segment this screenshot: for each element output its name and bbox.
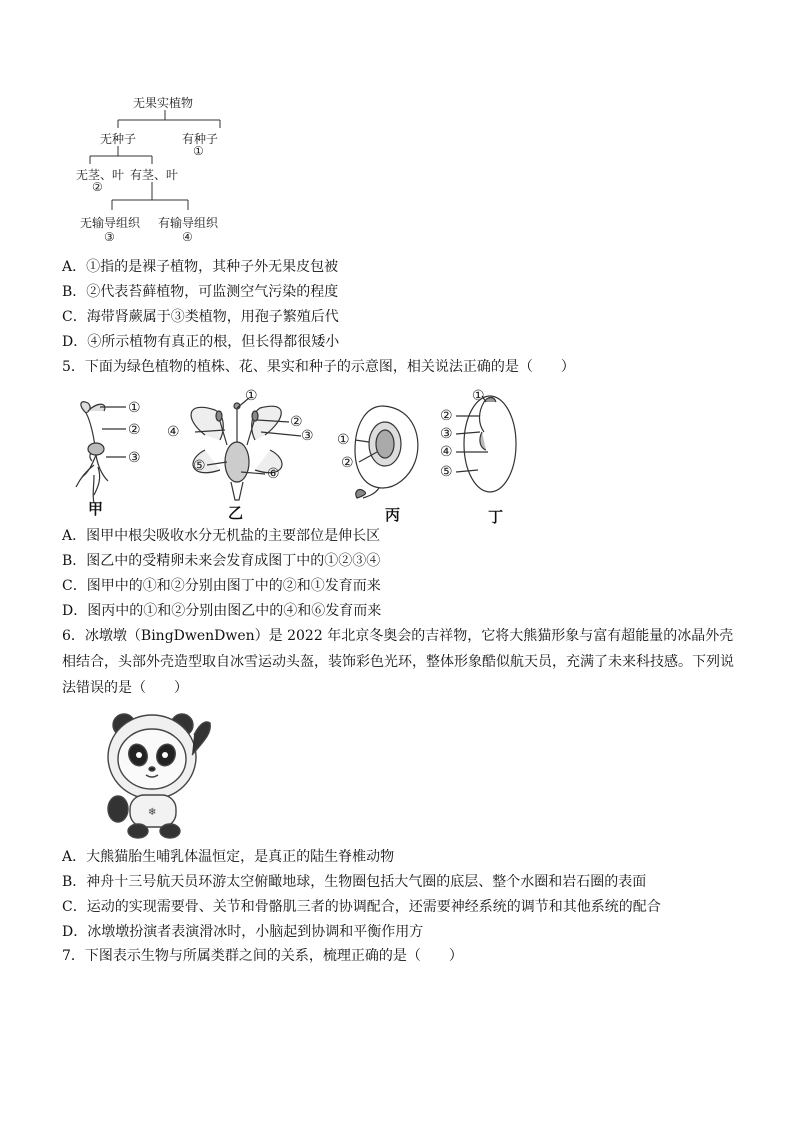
svg-text:❄: ❄ (148, 807, 157, 818)
yi-mark-5: ⑤ (193, 458, 206, 474)
jia-mark-1: ① (128, 400, 141, 416)
ding-mark-1: ① (472, 388, 485, 404)
bing-mark-1: ① (337, 432, 350, 448)
q5-option-a: A．图甲中根尖吸收水分无机盐的主要部位是伸长区 (62, 528, 381, 544)
q6-stem: 6．冰墩墩（BingDwenDwen）是 2022 年北京冬奥会的吉祥物，它将大熊猫形象与富有超能量的冰晶外壳相结合，头部外壳造型取自冰雪运动头盔，装饰彩色光环，整体形象酷似航天员，充满了未来科技感。下列说法错误的是（ ） (62, 628, 734, 696)
q4-option-d: D．④所示植物有真正的根，但长得都很矮小 (62, 334, 340, 350)
q6-option-c: C．运动的实现需要骨、关节和骨骼肌三者的协调配合，还需要神经系统的调节和其他系统的配合 (62, 899, 661, 915)
tree-no-stem-leaf-mark: ② (92, 180, 103, 194)
tree-no-tissue-label: 无输导组织 (80, 216, 141, 230)
yi-mark-1: ① (245, 388, 258, 404)
q4-option-b: B．②代表苔藓植物，可监测空气污染的程度 (62, 284, 339, 300)
bing-mark-2: ② (341, 455, 354, 471)
q6-option-d: D．冰墩墩扮演者表演滑冰时，小脑起到协调和平衡作用方 (62, 924, 424, 940)
tree-has-stem-leaf-label: 有茎、叶 (130, 168, 179, 182)
q5-figure-bing-fruit (335, 400, 430, 500)
yi-mark-6: ⑥ (267, 466, 280, 482)
plant-classification-tree (70, 90, 270, 250)
q5-figure-jia-plant (68, 395, 158, 520)
jia-mark-2: ② (128, 422, 141, 438)
q6-option-b: B．神舟十三号航天员环游太空俯瞰地球，生物圈包括大气圈的底层、整个水圈和岩石圈的表面 (62, 874, 647, 890)
tree-root-label: 无果实植物 (133, 96, 194, 110)
tree-no-tissue-mark: ③ (104, 230, 115, 244)
ding-mark-5: ⑤ (440, 464, 453, 480)
q5-option-d: D．图丙中的①和②分别由图乙中的④和⑥发育而来 (62, 603, 382, 619)
tree-has-seed-label: 有种子 (182, 132, 219, 146)
ding-mark-3: ③ (440, 426, 453, 442)
yi-panel-label: 乙 (228, 504, 244, 522)
tree-no-seed-label: 无种子 (100, 132, 137, 146)
tree-has-seed-mark: ① (193, 144, 204, 158)
q5-option-c: C．图甲中的①和②分别由图丁中的②和①发育而来 (62, 578, 381, 594)
q7-stem: 7．下图表示生物与所属类群之间的关系，梳理正确的是（ ） (62, 948, 463, 964)
q4-option-a: A．①指的是裸子植物，其种子外无果皮包被 (62, 259, 339, 275)
ding-panel-label: 丁 (488, 508, 504, 526)
jia-mark-3: ③ (128, 450, 141, 466)
tree-has-tissue-label: 有输导组织 (158, 216, 219, 230)
jia-panel-label: 甲 (88, 500, 104, 518)
bing-dwen-dwen-mascot-image (100, 705, 220, 840)
q5-option-b: B．图乙中的受精卵未来会发育成图丁中的①②③④ (62, 553, 381, 569)
tree-no-stem-leaf-label: 无茎、叶 (76, 168, 125, 182)
ding-mark-4: ④ (440, 444, 453, 460)
q5-stem: 5．下面为绿色植物的植株、花、果实和种子的示意图，相关说法正确的是（ ） (62, 359, 575, 375)
tree-has-tissue-mark: ④ (182, 230, 193, 244)
q4-option-c: C．海带肾蕨属于③类植物，用孢子繁殖后代 (62, 309, 339, 325)
q6-option-a: A．大熊猫胎生哺乳体温恒定，是真正的陆生脊椎动物 (62, 849, 395, 865)
ding-mark-2: ② (440, 408, 453, 424)
yi-mark-4: ④ (167, 424, 180, 440)
bing-panel-label: 丙 (385, 506, 401, 524)
q5-figure-yi-flower (165, 390, 325, 505)
q5-figure-ding-seed (438, 388, 528, 498)
yi-mark-3: ③ (301, 428, 314, 444)
yi-mark-2: ② (290, 414, 303, 430)
